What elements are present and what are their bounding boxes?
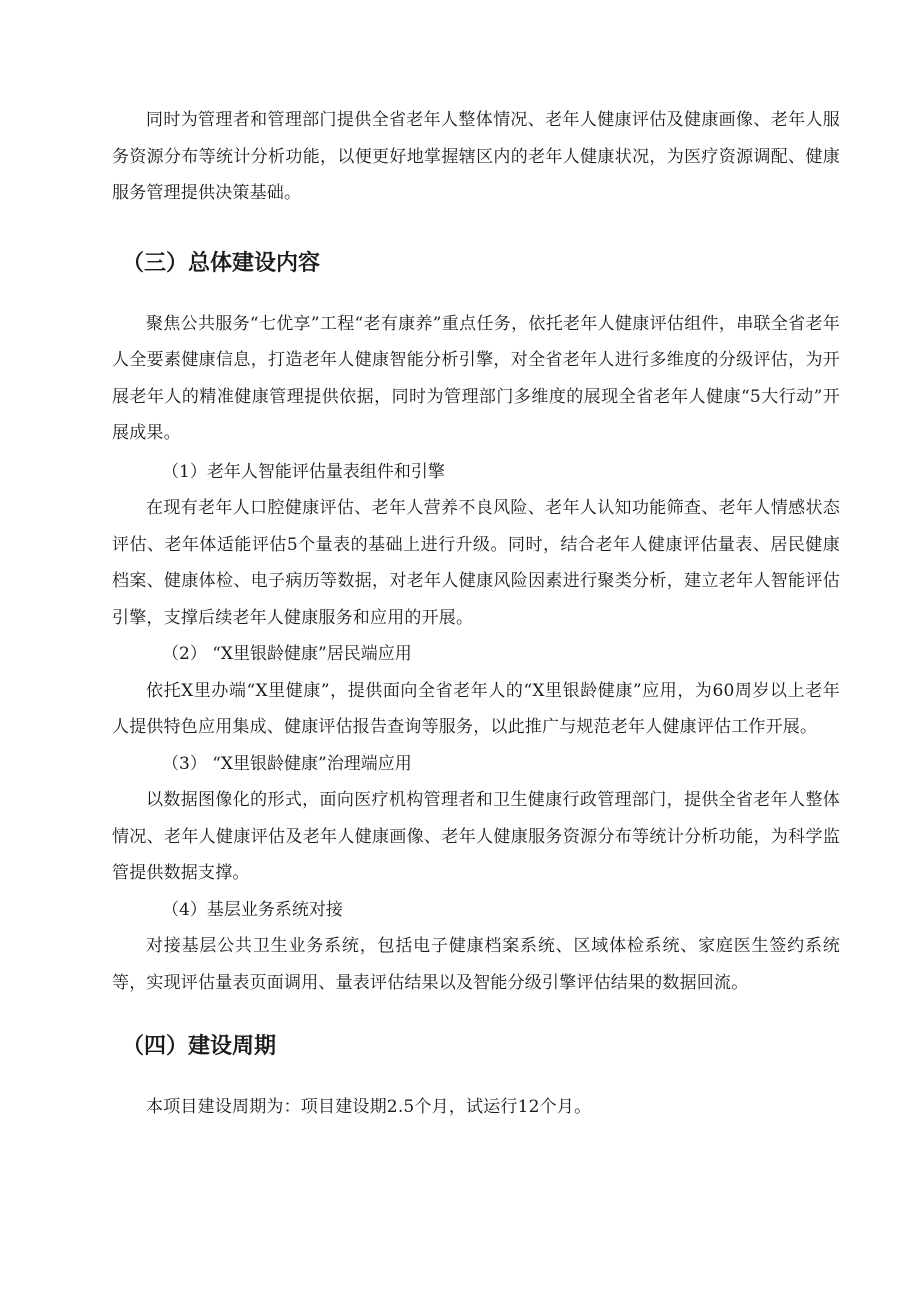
item-title-resident-app: （2） “X里银龄健康”居民端应用 (162, 644, 412, 664)
paragraph-governance-app: 以数据图像化的形式，面向医疗机构管理者和卫生健康行政管理部门，提供全省老年人整体情况、老年人健康评估及老年人健康画像、老年人健康服务资源分布等统计分析功能，为科学监管提供数据支撑。 (112, 790, 840, 883)
paragraph-system-integration: 对接基层公共卫生业务系统，包括电子健康档案系统、区域体检系统、家庭医生签约系统等，实现评估量表页面调用、量表评估结果以及智能分级引擎评估结果的数据回流。 (112, 936, 840, 993)
paragraph-management-functions: 同时为管理者和管理部门提供全省老年人整体情况、老年人健康评估及健康画像、老年人服务资源分布等统计分析功能，以便更好地掌握辖区内的老年人健康状况，为医疗资源调配、健康服务管理提供决策基础。 (112, 110, 840, 203)
item-title-system-integration: （4）基层业务系统对接 (162, 899, 343, 920)
item-title-governance-app: （3） “X里银龄健康”治理端应用 (162, 753, 412, 774)
section-heading-overall-content: （三）总体建设内容 (122, 249, 321, 276)
section-heading-construction-period: （四）建设周期 (122, 1033, 277, 1059)
document-page (112, 100, 840, 1126)
paragraph-overall-content: 聚焦公共服务“七优享”工程“老有康养”重点任务，依托老年人健康评估组件，串联全省老年人全要素健康信息，打造老年人健康智能分析引擎，对全省老年人进行多维度的分级评估，为开展老年人的精准健康管理提供依据，同时为管理部门多维度的展现全省老年人健康“5大行动”开展成果。 (112, 313, 840, 443)
item-title-assessment-engine: （1）老年人智能评估量表组件和引擎 (162, 461, 445, 482)
paragraph-resident-app: 依托X里办端“X里健康”，提供面向全省老年人的“X里银龄健康”应用，为60周岁以上老年人提供特色应用集成、健康评估报告查询等服务，以此推广与规范老年人健康评估工作开展。 (112, 680, 840, 737)
paragraph-assessment-engine: 在现有老年人口腔健康评估、老年人营养不良风险、老年人认知功能筛查、老年人情感状态评估、老年体适能评估5个量表的基础上进行升级。同时，结合老年人健康评估量表、居民健康档案、健康体检、电子病历等数据，对老年人健康风险因素进行聚类分析，建立老年人智能评估引擎，支撑后续老年人健康服务和应用的开展。 (112, 498, 840, 628)
paragraph-construction-period: 本项目建设周期为：项目建设期2.5个月，试运行12个月。 (146, 1097, 592, 1117)
